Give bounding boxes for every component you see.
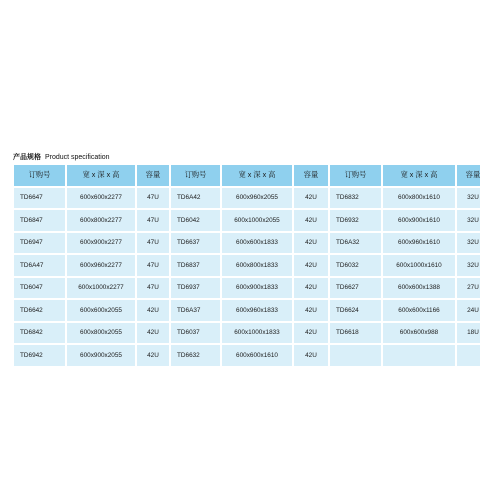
order-no-cell: TD6637 [171,233,220,254]
dimensions-cell: 600x900x2277 [67,233,135,254]
order-no-cell: TD6A47 [14,255,65,276]
capacity-cell: 32U [457,233,480,254]
order-no-cell: TD6642 [14,300,65,321]
dimensions-cell: 600x600x1833 [222,233,292,254]
capacity-cell: 18U [457,323,480,344]
table-row [14,278,480,299]
table-row [14,255,480,276]
dimensions-cell: 600x960x1833 [222,300,292,321]
header-order-no: 订购号 [171,165,220,186]
order-no-cell: TD6032 [330,255,381,276]
dimensions-cell: 600x600x988 [383,323,455,344]
table-row [14,345,480,366]
header-capacity: 容量 [457,165,480,186]
capacity-cell: 47U [137,255,169,276]
dimensions-cell: 600x600x2055 [67,300,135,321]
dimensions-cell: 600x800x2055 [67,323,135,344]
capacity-cell: 42U [294,323,328,344]
dimensions-cell: 600x600x1166 [383,300,455,321]
table-row [14,188,480,209]
section-title [13,152,110,162]
dimensions-cell: 600x800x2277 [67,210,135,231]
capacity-cell: 42U [294,233,328,254]
capacity-cell: 32U [457,255,480,276]
order-no-cell: TD6847 [14,210,65,231]
dimensions-cell: 600x800x1610 [383,188,455,209]
capacity-cell: 27U [457,278,480,299]
order-no-cell: TD6932 [330,210,381,231]
header-order-no: 订购号 [14,165,65,186]
capacity-cell: 32U [457,210,480,231]
order-no-cell: TD6A37 [171,300,220,321]
order-no-cell: TD6618 [330,323,381,344]
order-no-cell: TD6842 [14,323,65,344]
dimensions-cell: 600x600x1388 [383,278,455,299]
header-dimensions: 宽 x 深 x 高 [67,165,135,186]
capacity-cell: 42U [294,345,328,366]
dimensions-cell: 600x800x1833 [222,255,292,276]
dimensions-cell: 600x1000x1833 [222,323,292,344]
section-title-cn: 产品规格 [13,154,41,161]
table-row [14,210,480,231]
order-no-cell: TD6837 [171,255,220,276]
capacity-cell: 47U [137,233,169,254]
order-no-cell: TD6047 [14,278,65,299]
capacity-cell: 47U [137,188,169,209]
dimensions-cell: 600x900x2055 [67,345,135,366]
capacity-cell: 42U [137,345,169,366]
capacity-cell: 42U [137,323,169,344]
order-no-cell: TD6647 [14,188,65,209]
order-no-cell: TD6037 [171,323,220,344]
capacity-cell: 24U [457,300,480,321]
dimensions-cell: 600x1000x2055 [222,210,292,231]
capacity-cell: 42U [294,210,328,231]
capacity-cell: 42U [137,300,169,321]
dimensions-cell: 600x900x1610 [383,210,455,231]
order-no-cell: TD6A32 [330,233,381,254]
order-no-cell: TD6627 [330,278,381,299]
dimensions-cell: 600x1000x1610 [383,255,455,276]
product-spec-table [12,163,480,368]
order-no-cell: TD6937 [171,278,220,299]
dimensions-cell [383,345,455,366]
table-row [14,233,480,254]
dimensions-cell: 600x900x1833 [222,278,292,299]
capacity-cell: 42U [294,278,328,299]
table-row [14,323,480,344]
capacity-cell: 42U [294,188,328,209]
capacity-cell: 42U [294,255,328,276]
dimensions-cell: 600x1000x2277 [67,278,135,299]
capacity-cell: 42U [294,300,328,321]
capacity-cell: 47U [137,210,169,231]
capacity-cell [457,345,480,366]
dimensions-cell: 600x960x1610 [383,233,455,254]
header-capacity: 容量 [294,165,328,186]
header-dimensions: 宽 x 深 x 高 [222,165,292,186]
dimensions-cell: 600x960x2277 [67,255,135,276]
header-capacity: 容量 [137,165,169,186]
order-no-cell: TD6832 [330,188,381,209]
header-order-no: 订购号 [330,165,381,186]
section-title-en: Product specification [44,154,110,161]
header-dimensions: 宽 x 深 x 高 [383,165,455,186]
dimensions-cell: 600x960x2055 [222,188,292,209]
dimensions-cell: 600x600x1610 [222,345,292,366]
table-header-row [14,165,480,186]
order-no-cell: TD6632 [171,345,220,366]
dimensions-cell: 600x600x2277 [67,188,135,209]
order-no-cell: TD6624 [330,300,381,321]
order-no-cell [330,345,381,366]
capacity-cell: 47U [137,278,169,299]
order-no-cell: TD6A42 [171,188,220,209]
order-no-cell: TD6042 [171,210,220,231]
capacity-cell: 32U [457,188,480,209]
order-no-cell: TD6942 [14,345,65,366]
table-row [14,300,480,321]
order-no-cell: TD6947 [14,233,65,254]
